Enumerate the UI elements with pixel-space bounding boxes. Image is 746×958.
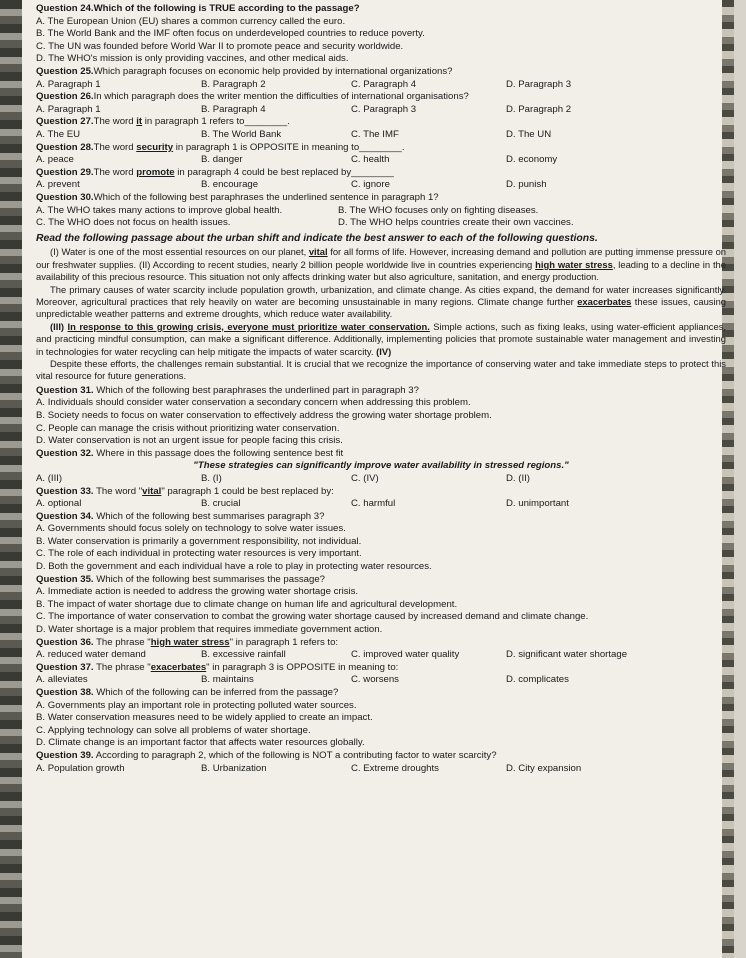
q32-option-a[interactable]: A. (III) xyxy=(36,472,63,484)
q29: Question 29.The word promote in paragraph 4 could be best replaced by________ xyxy=(36,166,394,178)
q35-option-b[interactable]: B. The impact of water shortage due to climate change on human life and agricultural development. xyxy=(36,598,458,610)
q24: Question 24.Which of the following is TRUE according to the passage? xyxy=(36,3,360,14)
q25-option-d[interactable]: D. Paragraph 3 xyxy=(506,78,572,90)
q32-sentence: "These strategies can significantly improve water availability in stressed regions." xyxy=(193,460,569,472)
q37-option-a[interactable]: A. alleviates xyxy=(36,674,88,686)
q37-option-b[interactable]: B. maintains xyxy=(201,674,254,686)
q29-option-a[interactable]: A. prevent xyxy=(36,179,80,191)
q29-option-c[interactable]: C. ignore xyxy=(351,179,390,191)
q25-options xyxy=(36,79,726,92)
q25-option-a[interactable]: A. Paragraph 1 xyxy=(36,78,101,90)
q38-option-a[interactable]: A. Governments play an important role in protecting polluted water sources. xyxy=(36,699,357,711)
q29-option-d[interactable]: D. punish xyxy=(506,179,547,191)
q27: Question 27.The word it in paragraph 1 refers to________. xyxy=(36,116,290,128)
q39-option-c[interactable]: C. Extreme droughts xyxy=(351,762,439,774)
q30-option-b[interactable]: B. The WHO focuses only on fighting diseases. xyxy=(338,204,539,216)
q26: Question 26.In which paragraph does the writer mention the difficulties of international organisations? xyxy=(36,91,469,103)
q33-option-b[interactable]: B. crucial xyxy=(201,498,241,510)
q36-options xyxy=(36,649,726,662)
q26-option-b[interactable]: B. Paragraph 4 xyxy=(201,103,266,115)
q37-option-d[interactable]: D. complicates xyxy=(506,674,569,686)
q34-option-b[interactable]: B. Water conservation is primarily a government responsibility, not individual. xyxy=(36,535,362,547)
q32-option-d[interactable]: D. (II) xyxy=(506,472,530,484)
q24-option-b[interactable]: B. The World Bank and the IMF often focus on underdeveloped countries to reduce poverty. xyxy=(36,28,425,40)
q28-option-a[interactable]: A. peace xyxy=(36,154,74,166)
passage-paragraph-3: (III) In response to this growing crisis, everyone must prioritize water conservation. Simple actions, such as fixing leaks, using water-efficient appliances, and practicing mindful consumption, can make a significant difference. Additionally, implementing policies that promote sustainable water management and investing in technologies for water recycling can help mitigate the impacts of water scarcity. (IV) xyxy=(36,320,727,357)
q31-option-d[interactable]: D. Water conservation is not an urgent issue for people facing this crisis. xyxy=(36,435,343,447)
q39-option-b[interactable]: B. Urbanization xyxy=(201,762,267,774)
worksheet-page xyxy=(22,0,734,958)
q37-option-c[interactable]: C. worsens xyxy=(351,674,399,686)
q27-option-b[interactable]: B. The World Bank xyxy=(201,128,282,140)
q28-option-b[interactable]: B. danger xyxy=(201,154,243,166)
q37-options xyxy=(36,674,726,687)
q36-option-c[interactable]: C. improved water quality xyxy=(351,649,460,661)
q30-options-row2 xyxy=(36,217,726,230)
q36-option-b[interactable]: B. excessive rainfall xyxy=(201,649,286,661)
q36-option-d[interactable]: D. significant water shortage xyxy=(506,649,628,661)
q30: Question 30.Which of the following best paraphrases the underlined sentence in paragraph 1? xyxy=(36,191,439,203)
passage-paragraph-4: Despite these efforts, the challenges remain substantial. It is crucial that we recognize the importance of conserving water and take immediate steps to protect this vital resource for future generations. xyxy=(36,357,726,382)
q28-option-d[interactable]: D. economy xyxy=(506,154,558,166)
q25-option-b[interactable]: B. Paragraph 2 xyxy=(201,78,266,90)
q31-option-c[interactable]: C. People can manage the crisis without prioritizing water conservation. xyxy=(36,422,340,434)
q26-options xyxy=(36,104,726,117)
q34-option-a[interactable]: A. Governments should focus solely on technology to solve water issues. xyxy=(36,523,346,535)
passage-paragraph-1: (I) Water is one of the most essential resources on our planet, vital for all forms of life. However, increasing demand and pollution are putting immense pressure on our freshwater supplies. (II) According to recent studies, nearly 2 billion people worldwide live in countries experiencing high water stress, leading to a decline in the availability of this precious resource. This situation not only affects drinking water but also agriculture, sanitation, and energy production. xyxy=(36,246,726,283)
q33: Question 33. The word "vital" paragraph 1 could be best replaced by: xyxy=(36,485,334,497)
q27-option-a[interactable]: A. The EU xyxy=(36,128,81,140)
binder-edge-left xyxy=(0,0,22,958)
q32-option-c[interactable]: C. (IV) xyxy=(351,472,379,484)
reading-instruction: Read the following passage about the urban shift and indicate the best answer to each of the following questions. xyxy=(36,232,598,244)
q27-option-d[interactable]: D. The UN xyxy=(506,128,552,140)
q38: Question 38. Which of the following can be inferred from the passage? xyxy=(36,687,339,698)
q36: Question 36. The phrase "high water stress" in paragraph 1 refers to: xyxy=(36,636,339,648)
q35-option-c[interactable]: C. The importance of water conservation to combat the growing water shortage caused by increased demand and climate change. xyxy=(36,611,589,623)
q30-option-a[interactable]: A. The WHO takes many actions to improve global health. xyxy=(36,204,283,216)
q35-option-a[interactable]: A. Immediate action is needed to address the growing water shortage crisis. xyxy=(36,586,359,598)
q27-option-c[interactable]: C. The IMF xyxy=(351,128,399,140)
q33-option-a[interactable]: A. optional xyxy=(36,498,82,510)
q32-option-b[interactable]: B. (I) xyxy=(201,472,222,484)
q35-option-d[interactable]: D. Water shortage is a major problem that requires immediate government action. xyxy=(36,624,383,636)
q34-option-d[interactable]: D. Both the government and each individual have a role to play in protecting water resources. xyxy=(36,561,432,573)
q29-option-b[interactable]: B. encourage xyxy=(201,179,259,191)
q24-option-c[interactable]: C. The UN was founded before World War II to promote peace and security worldwide. xyxy=(36,40,404,52)
q26-option-c[interactable]: C. Paragraph 3 xyxy=(351,103,417,115)
q24-option-d[interactable]: D. The WHO's mission is only providing vaccines, and other medical aids. xyxy=(36,53,349,65)
q28: Question 28.The word security in paragraph 1 is OPPOSITE in meaning to________. xyxy=(36,141,405,153)
q32-options xyxy=(36,473,726,486)
q39-options xyxy=(36,763,726,776)
q25: Question 25.Which paragraph focuses on economic help provided by international organizations? xyxy=(36,65,453,77)
q33-option-d[interactable]: D. unimportant xyxy=(506,498,569,510)
q36-option-a[interactable]: A. reduced water demand xyxy=(36,649,146,661)
q31-option-a[interactable]: A. Individuals should consider water conservation a secondary concern when addressing this problem. xyxy=(36,397,471,409)
q38-option-c[interactable]: C. Applying technology can solve all problems of water shortage. xyxy=(36,724,311,736)
q30-options-row1 xyxy=(36,205,726,218)
q30-option-d[interactable]: D. The WHO helps countries create their own vaccines. xyxy=(338,217,574,229)
q38-option-d[interactable]: D. Climate change is an important factor that affects water resources globally. xyxy=(36,737,365,749)
q39-option-d[interactable]: D. City expansion xyxy=(506,762,582,774)
q27-options xyxy=(36,129,726,142)
q38-option-b[interactable]: B. Water conservation measures need to be widely applied to create an impact. xyxy=(36,712,373,724)
q24-option-a[interactable]: A. The European Union (EU) shares a common currency called the euro. xyxy=(36,15,346,27)
q39-option-a[interactable]: A. Population growth xyxy=(36,762,125,774)
worksheet-content xyxy=(36,3,726,775)
q31: Question 31. Which of the following best paraphrases the underlined part in paragraph 3? xyxy=(36,384,419,396)
q32: Question 32. Where in this passage does the following sentence best fit xyxy=(36,447,344,459)
q25-option-c[interactable]: C. Paragraph 4 xyxy=(351,78,417,90)
q26-option-a[interactable]: A. Paragraph 1 xyxy=(36,103,101,115)
q34: Question 34. Which of the following best summarises paragraph 3? xyxy=(36,510,325,522)
q35: Question 35. Which of the following best summarises the passage? xyxy=(36,573,326,585)
q37: Question 37. The phrase "exacerbates" in paragraph 3 is OPPOSITE in meaning to: xyxy=(36,661,399,673)
passage-paragraph-2: The primary causes of water scarcity include population growth, urbanization, and climate change. As cities expand, the demand for water increases significantly. Moreover, agricultural practices that rely heavily on water are becoming unsustainable in many regions. Climate change further exacerbates these issues, causing unpredictable weather patterns and extreme droughts, which reduce water availability. xyxy=(36,283,726,320)
q34-option-c[interactable]: C. The role of each individual in protecting water resources is very important. xyxy=(36,548,362,560)
q30-option-c[interactable]: C. The WHO does not focus on health issues. xyxy=(36,217,231,229)
q33-options xyxy=(36,498,726,511)
q26-option-d[interactable]: D. Paragraph 2 xyxy=(506,103,572,115)
q28-options xyxy=(36,154,726,167)
q28-option-c[interactable]: C. health xyxy=(351,154,390,166)
q33-option-c[interactable]: C. harmful xyxy=(351,498,396,510)
q39: Question 39. According to paragraph 2, which of the following is NOT a contributing factor to water scarcity? xyxy=(36,749,497,761)
q29-options xyxy=(36,179,726,192)
q31-option-b[interactable]: B. Society needs to focus on water conservation to effectively address the growing water shortage problem. xyxy=(36,409,492,421)
